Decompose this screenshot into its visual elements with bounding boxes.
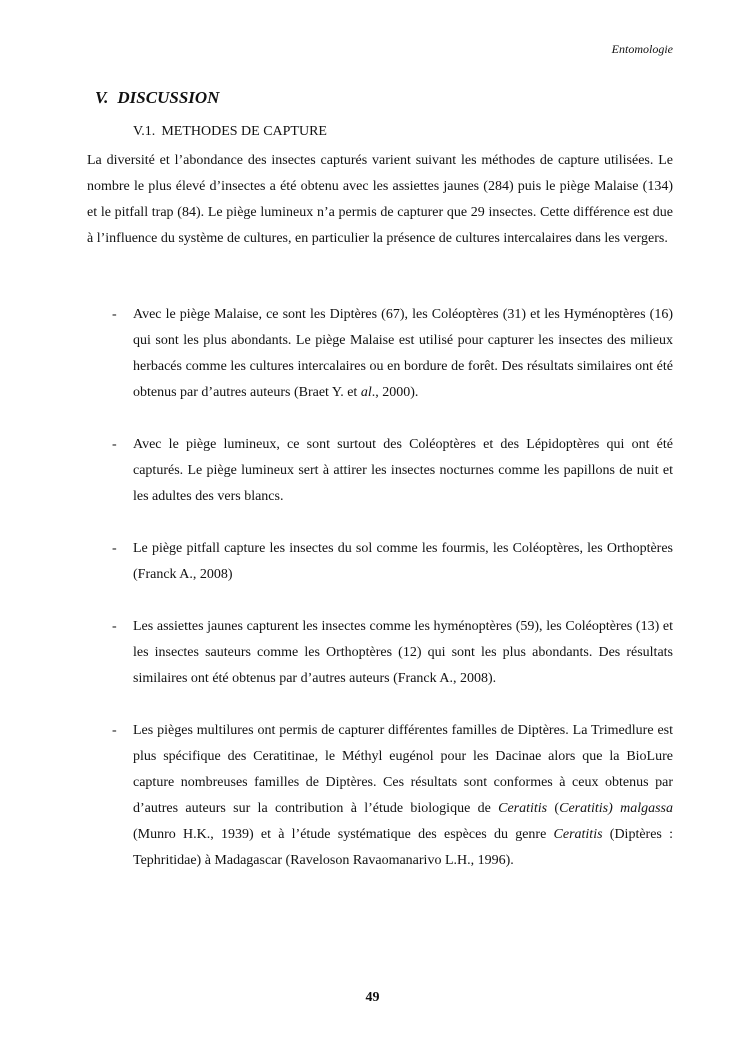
section-heading xyxy=(95,88,219,108)
text-run: ., 2000). xyxy=(371,385,419,400)
italic-run: Ceratitis xyxy=(553,827,603,842)
capture-methods-list xyxy=(0,302,745,900)
list-item-lumineux xyxy=(0,432,745,510)
page-number: 49 xyxy=(365,990,380,1005)
italic-run: al xyxy=(360,385,372,400)
list-item-text: Avec le piège lumineux, ce sont surtout des Coléoptères et des Lépidoptères qui ont été capturés. Le piège lumineux sert à attirer les insectes nocturnes comme les papillons de nuit et les adultes des vers blancs. xyxy=(133,437,673,504)
subsection-number: V.1. xyxy=(133,124,156,139)
running-header: Entomologie xyxy=(611,42,673,56)
section-number: V. xyxy=(95,88,109,107)
italic-run: Ceratitis xyxy=(498,801,548,816)
text-run: ( xyxy=(547,801,560,816)
italic-run: Ceratitis) malgassa xyxy=(559,801,673,816)
subsection-title: METHODES DE CAPTURE xyxy=(161,124,327,139)
bullet-dash: - xyxy=(112,307,117,322)
text-run: Avec le piège Malaise, ce sont les Diptères (67), les Coléoptères (31) et les Hyménoptères (16) qui sont les plus abondants. Le piège Malaise est utilisé pour capturer les insectes des milieux herbacés comme les cultures intercalaires ou en bordure de forêt. Des résultats similaires ont été obtenus par d’autres auteurs (Braet Y. et xyxy=(133,307,673,400)
bullet-dash: - xyxy=(112,437,117,452)
list-item-malaise xyxy=(0,302,745,406)
subsection-heading xyxy=(133,124,327,140)
section-title: DISCUSSION xyxy=(117,88,220,107)
list-item-text: Les assiettes jaunes capturent les insectes comme les hyménoptères (59), les Coléoptères (13) et les insectes sauteurs comme les Orthoptères (12) qui sont les plus abondants. Des résultats similaires ont été obtenus par d’autres auteurs (Franck A., 2008). xyxy=(133,619,673,686)
intro-paragraph: La diversité et l’abondance des insectes capturés varient suivant les méthodes de capture utilisées. Le nombre le plus élevé d’insectes a été obtenu avec les assiettes jaunes (284) puis le piège Malaise (134) et le pitfall trap (84). Le piège lumineux n’a permis de capturer que 29 insectes. Cette différence est due à l’influence du système de cultures, en particulier la présence de cultures intercalaires dans les vergers. xyxy=(87,153,673,246)
bullet-dash: - xyxy=(112,619,117,634)
list-item-assiettes xyxy=(0,614,745,692)
bullet-dash: - xyxy=(112,541,117,556)
text-run: (Diptères : Tephritidae) à Madagascar (Raveloson Ravaomanarivo L.H., 1996). xyxy=(133,827,673,868)
bullet-dash: - xyxy=(112,723,117,738)
list-item-text xyxy=(133,302,673,406)
list-item-text xyxy=(133,718,673,874)
list-item-text: Le piège pitfall capture les insectes du sol comme les fourmis, les Coléoptères, les Orthoptères (Franck A., 2008) xyxy=(133,541,673,582)
text-run: (Munro H.K., 1939) et à l’étude systématique des espèces du genre xyxy=(133,827,554,842)
list-item-multilures xyxy=(0,718,745,874)
list-item-pitfall xyxy=(0,536,745,588)
text-run: Les pièges multilures ont permis de capturer différentes familles de Diptères. La Trimedlure est plus spécifique des Ceratitinae, le Méthyl eugénol pour les Dacinae alors que la BioLure capture nombreuses familles de Diptères. Ces résultats sont conformes à ceux obtenus par d’autres auteurs sur la contribution à l’étude biologique de xyxy=(133,723,673,816)
